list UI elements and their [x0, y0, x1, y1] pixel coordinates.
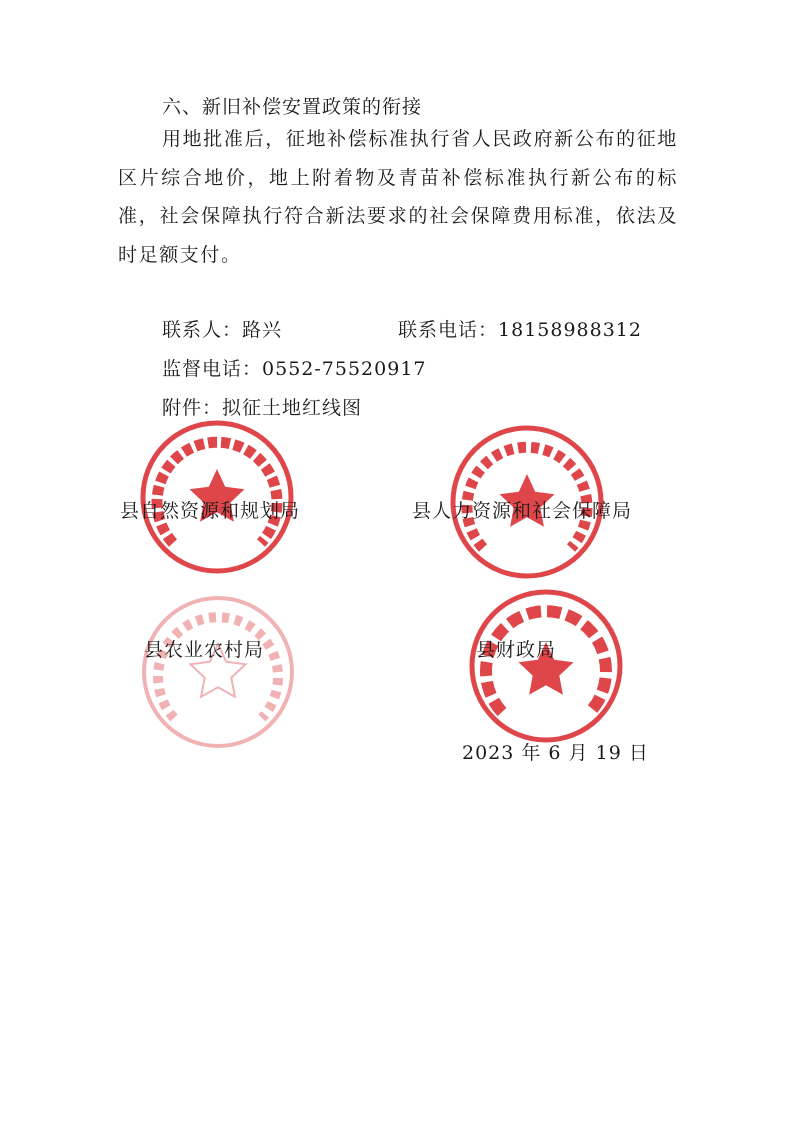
contact-phone [398, 318, 642, 342]
contact-phone-label: 联系电话： [398, 319, 499, 341]
signatory-agriculture: 县农业农村局 [144, 639, 265, 661]
document-date: 2023 年 6 月 19 日 [462, 742, 649, 764]
attachment-name: 拟征土地红线图 [222, 397, 363, 419]
seal-agriculture [138, 592, 298, 752]
seal-natural-resources [137, 417, 297, 577]
contact-person [162, 318, 282, 342]
contact-person-label: 联系人： [162, 319, 243, 341]
signatory-natural-resources: 县自然资源和规划局 [120, 500, 301, 522]
supervise-phone [162, 357, 427, 381]
contact-person-name: 路兴 [242, 319, 283, 341]
signatory-human-resources: 县人力资源和社会保障局 [412, 500, 633, 522]
supervise-phone-label: 监督电话： [162, 358, 263, 380]
supervise-phone-number: 0552-75520917 [262, 358, 427, 380]
section-body: 用地批准后，征地补偿标准执行省人民政府新公布的征地区片综合地价，地上附着物及青苗补偿标准执行新公布的标准，社会保障执行符合新法要求的社会保障费用标准，依法及时足额支付。 [118, 128, 678, 266]
seal-finance [466, 586, 626, 746]
attachment-label: 附件： [162, 397, 223, 419]
section-heading: 六、新旧补偿安置政策的衔接 [162, 96, 423, 118]
contact-phone-number: 18158988312 [498, 319, 642, 341]
signatory-finance: 县财政局 [476, 639, 557, 661]
